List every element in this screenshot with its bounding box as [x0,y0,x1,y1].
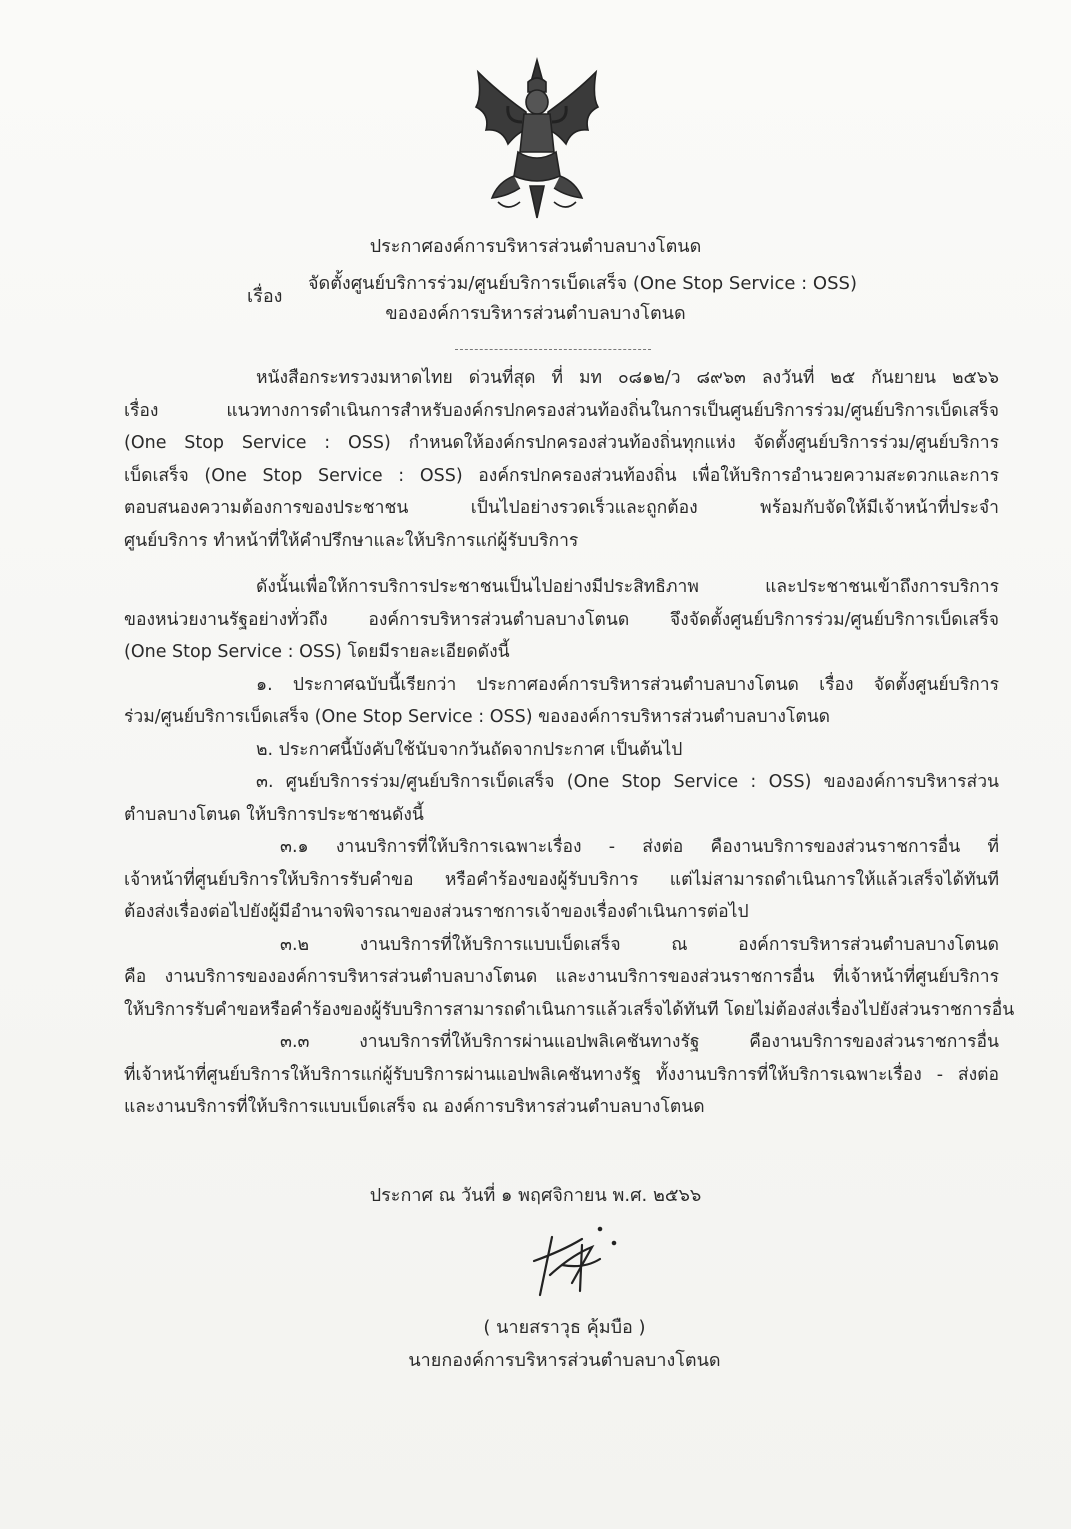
text-line: ๓. ศูนย์บริการร่วม/ศูนย์บริการเบ็ดเสร็จ (One Stop Service : OSS) ขององค์การบริหารส่วน [256,772,999,792]
item-3-3 [124,1026,999,1124]
item-3-2 [124,929,1015,1027]
text-line: ๓.๓ งานบริการที่ให้บริการผ่านแอปพลิเคชันทางรัฐ คืองานบริการของส่วนราชการอื่น [280,1032,999,1052]
text-line: คือ งานบริการขององค์การบริหารส่วนตำบลบางโตนด และงานบริการของส่วนราชการอื่น ที่เจ้าหน้าที่ศูนย์บริการ [124,967,999,987]
item-3-1 [124,831,999,929]
item-1 [124,669,999,734]
text-line: ศูนย์บริการ ทำหน้าที่ให้คำปรึกษาและให้บริการแก่ผู้รับบริการ [124,530,579,551]
text-line: ๓.๒ งานบริการที่ให้บริการแบบเบ็ดเสร็จ ณ องค์การบริหารส่วนตำบลบางโตนด [280,934,999,955]
subject-text: จัดตั้งศูนย์บริการร่วม/ศูนย์บริการเบ็ดเสร็จ (One Stop Service : OSS) [308,273,857,294]
signer-name: ( นายสราวุธ คุ้มบือ ) [483,1317,646,1338]
subject-label: เรื่อง [247,286,283,307]
text-line: ต้องส่งเรื่องต่อไปยังผู้มีอำนาจพิจารณาของส่วนราชการเจ้าของเรื่องดำเนินการต่อไป [124,902,749,922]
text-line: ร่วม/ศูนย์บริการเบ็ดเสร็จ (One Stop Service : OSS) ขององค์การบริหารส่วนตำบลบางโตนด [124,707,831,727]
body-text [124,362,1015,1124]
item-3 [124,766,999,831]
text-line: ที่เจ้าหน้าที่ศูนย์บริการให้บริการแก่ผู้รับบริการผ่านแอปพลิเคชันทางรัฐ ทั้งงานบริการที่ให้บริการเฉพาะเรื่อง - ส่งต่อ [124,1064,999,1085]
signature [522,1225,622,1305]
signer-position: นายกองค์การบริหารส่วนตำบลบางโตนด [408,1350,721,1371]
text-line: ๒. ประกาศนี้บังคับใช้นับจากวันถัดจากประกาศ เป็นต้นไป [256,739,683,760]
announcement-date: ประกาศ ณ วันที่ ๑ พฤศจิกายน พ.ศ. ๒๕๖๖ [369,1185,702,1206]
text-line: ตำบลบางโตนด ให้บริการประชาชนดังนี้ [124,804,424,825]
text-line: และงานบริการที่ให้บริการแบบเบ็ดเสร็จ ณ องค์การบริหารส่วนตำบลบางโตนด [124,1097,705,1117]
text-line: ให้บริการรับคำขอหรือคำร้องของผู้รับบริการสามารถดำเนินการแล้วเสร็จได้ทันที โดยไม่ต้องส่งเรื่องไปยังส่วนราชการอื่น [124,999,1015,1020]
text-line: เรื่อง แนวทางการดำเนินการสำหรับองค์กรปกครองส่วนท้องถิ่นในการเป็นศูนย์บริการร่วม/ศูนย์บริการเบ็ดเสร็จ [124,400,999,421]
text-line: ของหน่วยงานรัฐอย่างทั่วถึง องค์การบริหารส่วนตำบลบางโตนด จึงจัดตั้งศูนย์บริการร่วม/ศูนย์บริการเบ็ดเสร็จ [124,609,999,630]
text-line: (One Stop Service : OSS) กำหนดให้องค์กรปกครองส่วนท้องถิ่นทุกแห่ง จัดตั้งศูนย์บริการร่วม/ศูนย์บริการ [124,433,999,453]
text-line: ๓.๑ งานบริการที่ให้บริการเฉพาะเรื่อง - ส่งต่อ คืองานบริการของส่วนราชการอื่น ที่ [280,837,999,857]
paragraph-1 [124,362,999,557]
text-line: ๑. ประกาศฉบับนี้เรียกว่า ประกาศองค์การบริหารส่วนตำบลบางโตนด เรื่อง จัดตั้งศูนย์บริการ [256,674,999,695]
announcement-title: ประกาศองค์การบริหารส่วนตำบลบางโตนด [369,236,702,257]
text-line: ตอบสนองความต้องการของประชาชน เป็นไปอย่างรวดเร็วและถูกต้อง พร้อมกับจัดให้มีเจ้าหน้าที่ประจำ [124,498,999,518]
garuda-emblem [468,52,606,220]
text-line: (One Stop Service : OSS) โดยมีรายละเอียดดังนี้ [124,642,510,662]
text-line: เบ็ดเสร็จ (One Stop Service : OSS) องค์กรปกครองส่วนท้องถิ่น เพื่อให้บริการอำนวยความสะดวกและการ [124,465,999,486]
subject-line2: ขององค์การบริหารส่วนตำบลบางโตนด [385,303,686,324]
text-line: หนังสือกระทรวงมหาดไทย ด่วนที่สุด ที่ มท ๐๘๑๒/ว ๘๙๖๓ ลงวันที่ ๒๕ กันยายน ๒๕๖๖ [256,368,999,388]
paragraph-2 [124,571,999,669]
text-line: ดังนั้นเพื่อให้การบริการประชาชนเป็นไปอย่างมีประสิทธิภาพ และประชาชนเข้าถึงการบริการ [256,577,999,597]
text-line: เจ้าหน้าที่ศูนย์บริการให้บริการรับคำขอ หรือคำร้องของผู้รับบริการ แต่ไม่สามารถดำเนินการให้แล้วเสร็จได้ทันที [124,869,999,890]
separator-line [455,349,651,350]
item-2 [124,734,999,767]
